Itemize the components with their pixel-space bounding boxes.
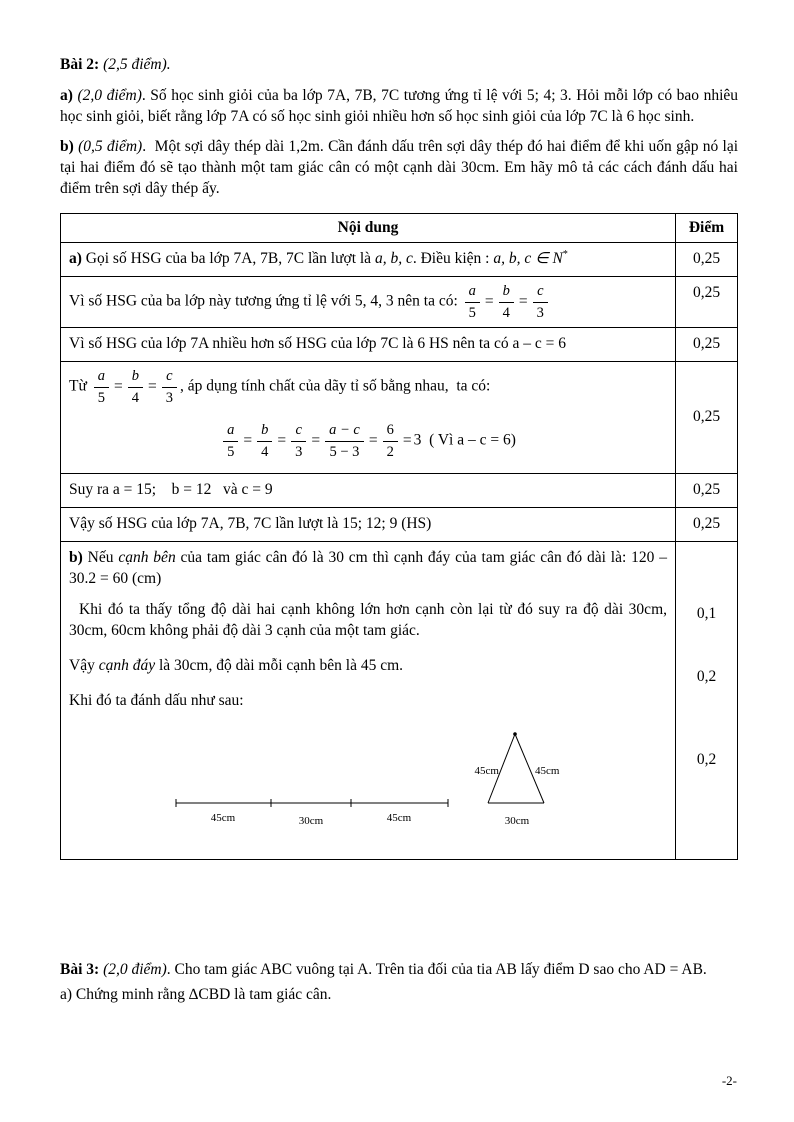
row7-score (676, 542, 738, 860)
problem3-heading (60, 960, 738, 981)
fraction-c-3: $\frac{c}{3}$ (291, 422, 306, 460)
table-row (61, 362, 738, 474)
problem3-text: . Cho tam giác ABC vuông tại A. Trên tia đối của tia AB lấy điểm D sao cho AD = AB. (166, 961, 707, 979)
row7-paragraph-2: Khi đó ta thấy tổng độ dài hai cạnh không lớn hơn cạnh còn lại từ đó suy ra độ dài 30cm, 30cm, 60cm không phải độ dài 3 cạnh của một tam giác. (69, 600, 667, 639)
fraction-a-5: $\frac{a}{5}$ (223, 422, 238, 460)
fraction-a-5: $\frac{a}{5}$ (94, 368, 109, 406)
row4-equation: $\frac{a}{5}$ = $\frac{b}{4}$ = $\frac{c}{3}$ = $\frac{a - c}{5 - 3}$ = $\frac{6}{2}$ = 3 ( Vì a – c = 6) (69, 422, 667, 460)
row7-paragraph-4: Khi đó ta đánh dấu như sau: (69, 691, 244, 709)
table-header-row (61, 213, 738, 243)
problem2-part-a (60, 86, 738, 128)
part-a-points: (2,0 điểm) (77, 86, 142, 104)
triangle-base-label: 30cm (504, 814, 530, 827)
segment-label-1: 45cm (210, 811, 236, 824)
problem2-points: (2,5 điểm). (103, 56, 171, 73)
page-number: -2- (721, 1073, 737, 1088)
diagram-svg (173, 728, 603, 838)
row1-score: 0,25 (676, 243, 738, 277)
problem3-points: (2,0 điểm) (103, 961, 167, 979)
header-content: Nội dung (61, 213, 676, 243)
row2-score: 0,25 (676, 277, 738, 328)
segment-label-3: 45cm (386, 811, 412, 824)
fraction-a-c: $\frac{a - c}{5 - 3}$ (325, 422, 364, 460)
problem2-part-b (60, 137, 742, 200)
problem3-part-a: a) Chứng minh rằng ∆CBD là tam giác cân. (60, 986, 332, 1004)
row4-score: 0,25 (676, 362, 738, 474)
row5-score: 0,25 (676, 474, 738, 508)
fraction-b-4: $\frac{b}{4}$ (128, 368, 143, 406)
problem3-label: Bài 3: (60, 961, 100, 979)
table-row (61, 474, 738, 508)
row1-content: a) Gọi số HSG của ba lớp 7A, 7B, 7C lần lượt là a, b, c. Điều kiện : a, b, c ∈ N* (61, 243, 676, 277)
part-a-text: . Số học sinh giỏi của ba lớp 7A, 7B, 7C tương ứng tỉ lệ với 5; 4; 3. Hỏi mỗi lớp có bao nhiêu học sinh giỏi, biết rằng lớp 7A có số học sinh giỏi nhiều hơn số học sinh giỏi của lớp 7C là 6 học sinh. (60, 86, 739, 125)
row7-score-1: 0,1 (696, 605, 717, 623)
answer-table (60, 213, 738, 861)
row7-score-3: 0,2 (696, 750, 717, 768)
row7-paragraph-1: b) Nếu cạnh bên của tam giác cân đó là 30 cm thì cạnh đáy của tam giác cân đó dài là: 120 – 30.2 = 60 (cm) (69, 549, 667, 588)
problem2-label: Bài 2: (60, 56, 100, 73)
row7-score-2: 0,2 (696, 668, 717, 686)
table-row (61, 277, 738, 328)
fraction-a-5: $\frac{a}{5}$ (465, 283, 480, 321)
fraction-c-3: $\frac{c}{3}$ (533, 283, 548, 321)
row7-content (61, 542, 676, 860)
problem2-heading (60, 55, 738, 76)
row6-content: Vậy số HSG của lớp 7A, 7B, 7C lần lượt là 15; 12; 9 (HS) (61, 508, 676, 542)
fraction-6-2: $\frac{6}{2}$ (383, 422, 398, 460)
part-b-points: (0,5 điểm) (78, 137, 143, 155)
row5-content: Suy ra a = 15; b = 12 và c = 9 (61, 474, 676, 508)
fraction-b-4: $\frac{b}{4}$ (257, 422, 272, 460)
part-b-text: . Một sợi dây thép dài 1,2m. Cần đánh dấu trên sợi dây thép đó hai điểm để khi uốn gập nó lại tại hai điểm đó sẽ tạo thành một tam giác cân có một cạnh dài 30cm. Em hãy mô tả các cách đánh dấu hai điểm trên sợi dây thép ấy. (60, 137, 742, 197)
table-row (61, 542, 738, 860)
table-row (61, 508, 738, 542)
triangle-left-label: 45cm (474, 764, 499, 777)
triangle-right-label: 45cm (535, 764, 560, 777)
wire-marking-diagram (173, 728, 667, 845)
segment-label-2: 30cm (298, 814, 324, 827)
fraction-c-3: $\frac{c}{3}$ (162, 368, 177, 406)
table-row (61, 243, 738, 277)
row3-content: Vì số HSG của lớp 7A nhiều hơn số HSG của lớp 7C là 6 HS nên ta có a – c = 6 (61, 328, 676, 362)
problem3-block (60, 960, 738, 1006)
fraction-b-4: $\frac{b}{4}$ (499, 283, 514, 321)
row2-content: Vì số HSG của ba lớp này tương ứng tỉ lệ với 5, 4, 3 nên ta có: $\frac{a}{5}$ = $\frac{b}{4}$ = $\frac{c}{3}$ (61, 277, 676, 328)
table-row (61, 328, 738, 362)
row3-score: 0,25 (676, 328, 738, 362)
math-condition: a, b, c ∈ N (493, 250, 563, 268)
row6-score: 0,25 (676, 508, 738, 542)
part-b-label: b) (60, 137, 74, 155)
part-a-label: a) (60, 86, 73, 104)
header-score: Điểm (676, 213, 738, 243)
row4-content (61, 362, 676, 474)
row4-intro: Từ $\frac{a}{5}$ = $\frac{b}{4}$ = $\frac{c}{3}$ , áp dụng tính chất của dãy tỉ số bằng nhau, ta có: (69, 368, 491, 406)
row7-paragraph-3: Vậy cạnh đáy là 30cm, độ dài mỗi cạnh bên là 45 cm. (69, 656, 404, 674)
